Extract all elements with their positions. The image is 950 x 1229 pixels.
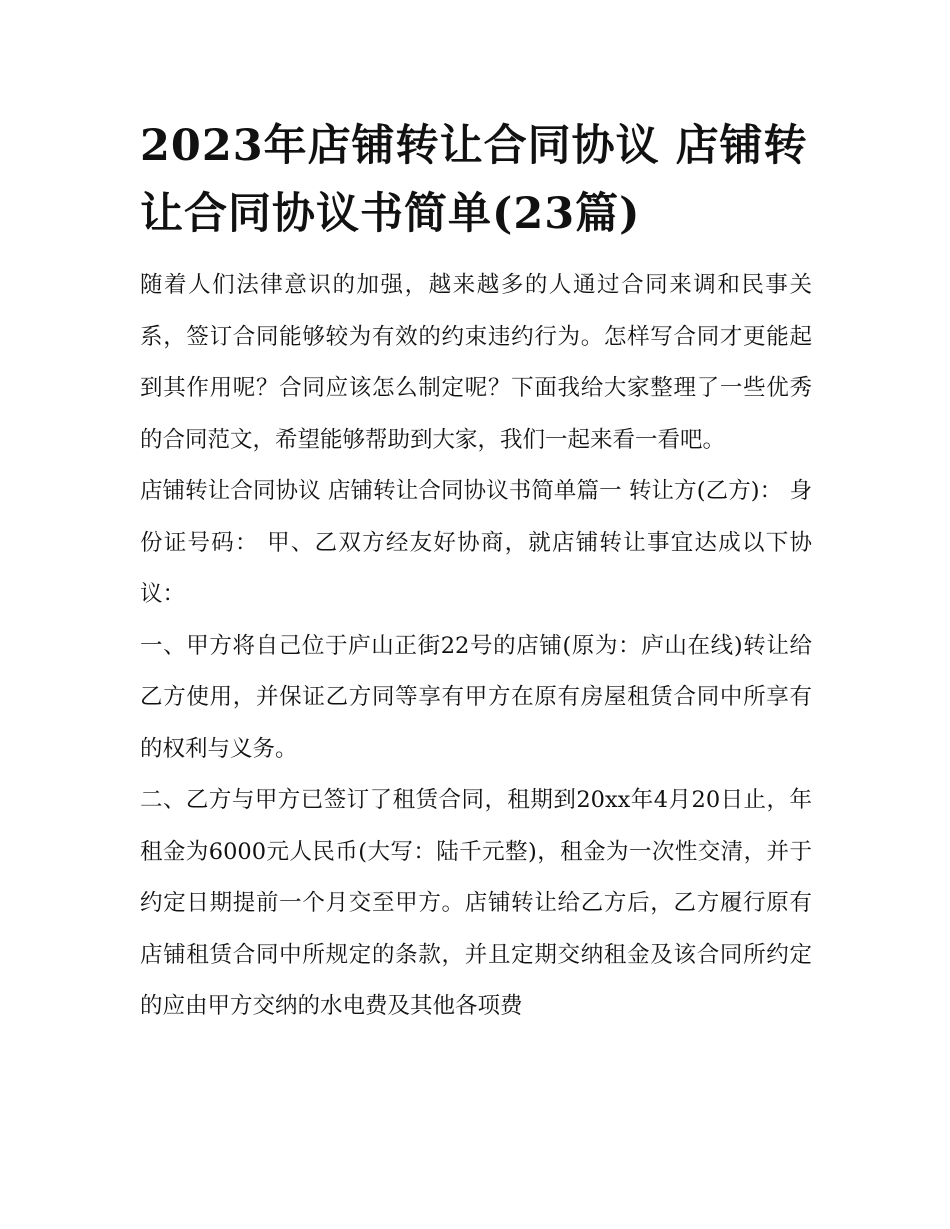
paragraph-clause-1: 一、甲方将自己位于庐山正街22号的店铺(原为：庐山在线)转让给乙方使用，并保证乙方同等享有甲方在原有房屋租赁合同中所享有的权利与义务。 xyxy=(140,632,812,762)
paragraph-clause-2: 二、乙方与甲方已签订了租赁合同，租期到20xx年4月20日止，年租金为6000元人民币(大写：陆千元整)，租金为一次性交清，并于约定日期提前一个月交至甲方。店铺转让给乙方后，乙方履行原有店铺租赁合同中所规定的条款，并且定期交纳租金及该合同所约定的应由甲方交纳的水电费及其他各项费 xyxy=(140,787,812,1019)
document-body xyxy=(140,112,812,1033)
paragraph-intro: 随着人们法律意识的加强，越来越多的人通过合同来调和民事关系，签订合同能够较为有效的约束违约行为。怎样写合同才更能起到其作用呢？合同应该怎么制定呢？下面我给大家整理了一些优秀的合同范文，希望能够帮助到大家，我们一起来看一看吧。 xyxy=(140,272,812,453)
paragraph-parties: 店铺转让合同协议 店铺转让合同协议书简单篇一 转让方(乙方)： 身份证号码： 甲、乙双方经友好协商，就店铺转让事宜达成以下协议： xyxy=(140,478,812,607)
document-title: 2023年店铺转让合同协议 店铺转让合同协议书简单(23篇) xyxy=(140,121,808,239)
